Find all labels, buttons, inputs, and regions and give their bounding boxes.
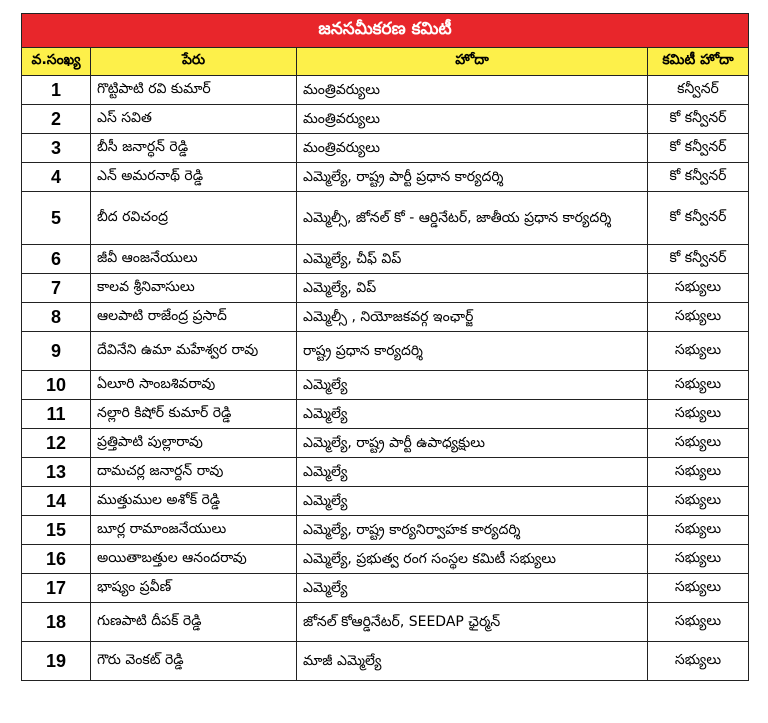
- row-committee-role: సభ్యులు: [648, 458, 749, 487]
- row-designation: ఎమ్మెల్యే, రాష్ట్ర పార్టీ ఉపాధ్యక్షులు: [297, 429, 648, 458]
- row-designation: జోనల్ కోఆర్డినేటర్, SEEDAP ఛైర్మన్: [297, 603, 648, 642]
- table-row: [22, 487, 749, 516]
- row-number: 2: [22, 105, 91, 134]
- table-title: జనసమీకరణ కమిటీ: [22, 14, 749, 48]
- row-name: అయితాబత్తుల ఆనందరావు: [91, 545, 297, 574]
- row-number: 6: [22, 245, 91, 274]
- row-name: ఆలపాటి రాజేంద్ర ప్రసాద్: [91, 303, 297, 332]
- row-committee-role: సభ్యులు: [648, 642, 749, 681]
- table-row: [22, 642, 749, 681]
- row-committee-role: సభ్యులు: [648, 303, 749, 332]
- row-name: బీద రవిచంద్ర: [91, 192, 297, 245]
- row-number: 12: [22, 429, 91, 458]
- row-number: 18: [22, 603, 91, 642]
- row-designation: మాజీ ఎమ్మెల్యే: [297, 642, 648, 681]
- row-committee-role: కో కన్వీనర్: [648, 245, 749, 274]
- header-sno: వ.సంఖ్య: [22, 48, 91, 76]
- row-number: 7: [22, 274, 91, 303]
- row-number: 13: [22, 458, 91, 487]
- table-row: [22, 274, 749, 303]
- row-number: 10: [22, 371, 91, 400]
- committee-table-container: [21, 13, 748, 681]
- table-row: [22, 332, 749, 371]
- header-name: పేరు: [91, 48, 297, 76]
- header-designation: హోదా: [297, 48, 648, 76]
- row-designation: ఎమ్మెల్యే, రాష్ట్ర కార్యనిర్వాహక కార్యదర్శి: [297, 516, 648, 545]
- row-number: 9: [22, 332, 91, 371]
- table-row: [22, 105, 749, 134]
- row-number: 16: [22, 545, 91, 574]
- row-name: గొట్టిపాటి రవి కుమార్: [91, 76, 297, 105]
- row-number: 4: [22, 163, 91, 192]
- table-row: [22, 545, 749, 574]
- row-designation: ఎమ్మెల్యే: [297, 574, 648, 603]
- table-row: [22, 303, 749, 332]
- row-name: ఏలూరి సాంబశివరావు: [91, 371, 297, 400]
- row-designation: మంత్రివర్యులు: [297, 134, 648, 163]
- row-committee-role: సభ్యులు: [648, 574, 749, 603]
- row-designation: ఎమ్మెల్యే: [297, 371, 648, 400]
- row-designation: ఎమ్మెల్సీ, జోనల్ కో - ఆర్డినేటర్, జాతీయ ప్రధాన కార్యదర్శి: [297, 192, 648, 245]
- committee-table: [21, 13, 749, 681]
- row-number: 11: [22, 400, 91, 429]
- row-committee-role: సభ్యులు: [648, 429, 749, 458]
- row-designation: మంత్రివర్యులు: [297, 105, 648, 134]
- row-committee-role: కో కన్వీనర్: [648, 192, 749, 245]
- row-designation: ఎమ్మెల్సీ , నియోజకవర్గ ఇంఛార్జ్: [297, 303, 648, 332]
- row-committee-role: సభ్యులు: [648, 603, 749, 642]
- table-row: [22, 429, 749, 458]
- table-row: [22, 163, 749, 192]
- table-row: [22, 134, 749, 163]
- header-row: [22, 48, 749, 76]
- row-number: 3: [22, 134, 91, 163]
- row-committee-role: సభ్యులు: [648, 274, 749, 303]
- row-designation: ఎమ్మెల్యే, రాష్ట్ర పార్టీ ప్రధాన కార్యదర్శి: [297, 163, 648, 192]
- row-committee-role: కన్వీనర్: [648, 76, 749, 105]
- table-row: [22, 76, 749, 105]
- table-row: [22, 516, 749, 545]
- row-number: 17: [22, 574, 91, 603]
- table-row: [22, 371, 749, 400]
- table-row: [22, 574, 749, 603]
- row-name: దేవినేని ఉమా మహేశ్వర రావు: [91, 332, 297, 371]
- row-name: బూర్ల రామాంజనేయులు: [91, 516, 297, 545]
- row-committee-role: కో కన్వీనర్: [648, 105, 749, 134]
- row-number: 19: [22, 642, 91, 681]
- row-name: భాష్యం ప్రవీణ్: [91, 574, 297, 603]
- row-committee-role: సభ్యులు: [648, 400, 749, 429]
- table-body: [22, 76, 749, 681]
- header-committee-role: కమిటీ హోదా: [648, 48, 749, 76]
- row-committee-role: కో కన్వీనర్: [648, 134, 749, 163]
- row-designation: రాష్ట్ర ప్రధాన కార్యదర్శి: [297, 332, 648, 371]
- row-name: జీవీ ఆంజనేయులు: [91, 245, 297, 274]
- row-name: బీసీ జనార్ధన్ రెడ్డి: [91, 134, 297, 163]
- row-name: కాలవ శ్రీనివాసులు: [91, 274, 297, 303]
- row-designation: ఎమ్మెల్యే, ప్రభుత్వ రంగ సంస్థల కమిటీ సభ్యులు: [297, 545, 648, 574]
- row-committee-role: కో కన్వీనర్: [648, 163, 749, 192]
- title-row: [22, 14, 749, 48]
- row-name: ప్రత్తిపాటి పుల్లారావు: [91, 429, 297, 458]
- row-committee-role: సభ్యులు: [648, 487, 749, 516]
- row-designation: ఎమ్మెల్యే: [297, 400, 648, 429]
- table-row: [22, 400, 749, 429]
- row-name: దామచర్ల జనార్దన్ రావు: [91, 458, 297, 487]
- row-number: 14: [22, 487, 91, 516]
- row-name: ముత్తుముల అశోక్ రెడ్డి: [91, 487, 297, 516]
- table-row: [22, 458, 749, 487]
- row-name: గౌరు వెంకట్ రెడ్డి: [91, 642, 297, 681]
- row-committee-role: సభ్యులు: [648, 516, 749, 545]
- row-number: 8: [22, 303, 91, 332]
- row-designation: ఎమ్మెల్యే, చీఫ్ విప్: [297, 245, 648, 274]
- row-committee-role: సభ్యులు: [648, 545, 749, 574]
- table-row: [22, 603, 749, 642]
- row-committee-role: సభ్యులు: [648, 371, 749, 400]
- row-number: 15: [22, 516, 91, 545]
- row-number: 5: [22, 192, 91, 245]
- row-committee-role: సభ్యులు: [648, 332, 749, 371]
- row-designation: మంత్రివర్యులు: [297, 76, 648, 105]
- row-number: 1: [22, 76, 91, 105]
- row-name: నల్లారి కిషోర్ కుమార్ రెడ్డి: [91, 400, 297, 429]
- row-designation: ఎమ్మెల్యే, విప్: [297, 274, 648, 303]
- row-name: ఎన్ అమరనాథ్ రెడ్డి: [91, 163, 297, 192]
- row-name: గుణపాటి దీపక్ రెడ్డి: [91, 603, 297, 642]
- row-designation: ఎమ్మెల్యే: [297, 487, 648, 516]
- table-row: [22, 245, 749, 274]
- table-row: [22, 192, 749, 245]
- row-designation: ఎమ్మెల్యే: [297, 458, 648, 487]
- row-name: ఎస్ సవిత: [91, 105, 297, 134]
